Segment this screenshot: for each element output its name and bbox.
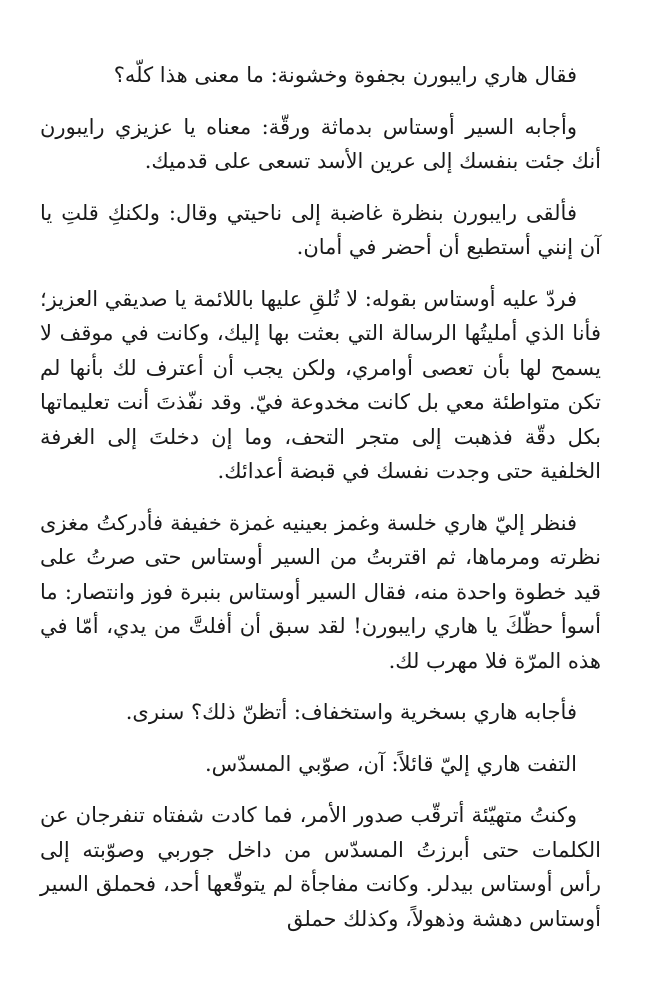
- paragraph-2: وأجابه السير أوستاس بدماثة ورقّة: معناه يا عزيزي رايبورن أنك جئت بنفسك إلى عرين الأسد تسعى على قدميك.: [40, 114, 601, 173]
- paragraph-7: التفت هاري إليّ قائلاً: آن، صوّبي المسدّس.: [204, 751, 577, 776]
- paragraph-6: فأجابه هاري بسخرية واستخفاف: أتظنّ ذلك؟ سنرى.: [125, 700, 577, 724]
- paragraph-1: فقال هاري رايبورن بجفوة وخشونة: ما معنى هذا كلّه؟: [113, 63, 577, 87]
- paragraph-4: فردّ عليه أوستاس بقوله: لا تُلقِ عليها باللائمة يا صديقي العزيز؛ فأنا الذي أمليتُها الرسالة التي بعثت بها إليك، وكانت في موقف لا يسمح لها بأن تعصى أوامري، ولكن يجب أن أعترف لك بأنها لم تكن متواطئة معي بل كانت مخدوعة فيّ. وقد نفّذتَ أنت تعليماتها بكل دقّة فذهبت إلى متجر التحف، وما إن دخلتَ إلى الغرفة الخلفية حتى وجدت نفسك في قبضة أعدائك.: [40, 286, 601, 483]
- paragraph-3: فألقى رايبورن بنظرة غاضبة إلى ناحيتي وقال: ولكنكِ قلتِ يا آن إنني أستطيع أن أحضر في أمان.: [40, 200, 601, 259]
- paragraph-5: فنظر إليّ هاري خلسة وغمز بعينيه غمزة خفيفة فأدركتُ مغزى نظرته ومرماها، ثم اقتربتُ من السير أوستاس حتى صرتُ على قيد خطوة واحدة منه، فقال السير أوستاس بنبرة فوز وانتصار: ما أسوأ حظّكَ يا هاري رايبورن! لقد سبق أن أفلتَّ من يدي، أمّا في هذه المرّة فلا مهرب لك.: [40, 510, 601, 673]
- paragraph-8: وكنتُ متهيّئة أترقّب صدور الأمر، فما كادت شفتاه تنفرجان عن الكلمات حتى أبرزتُ المسدّس من داخل جوربي وصوّبته إلى رأس أوستاس بيدلر. وكانت مفاجأة لم يتوقّعها أحد، فحملق السير أوستاس دهشة وذهولاً، وكذلك حملق: [40, 803, 601, 931]
